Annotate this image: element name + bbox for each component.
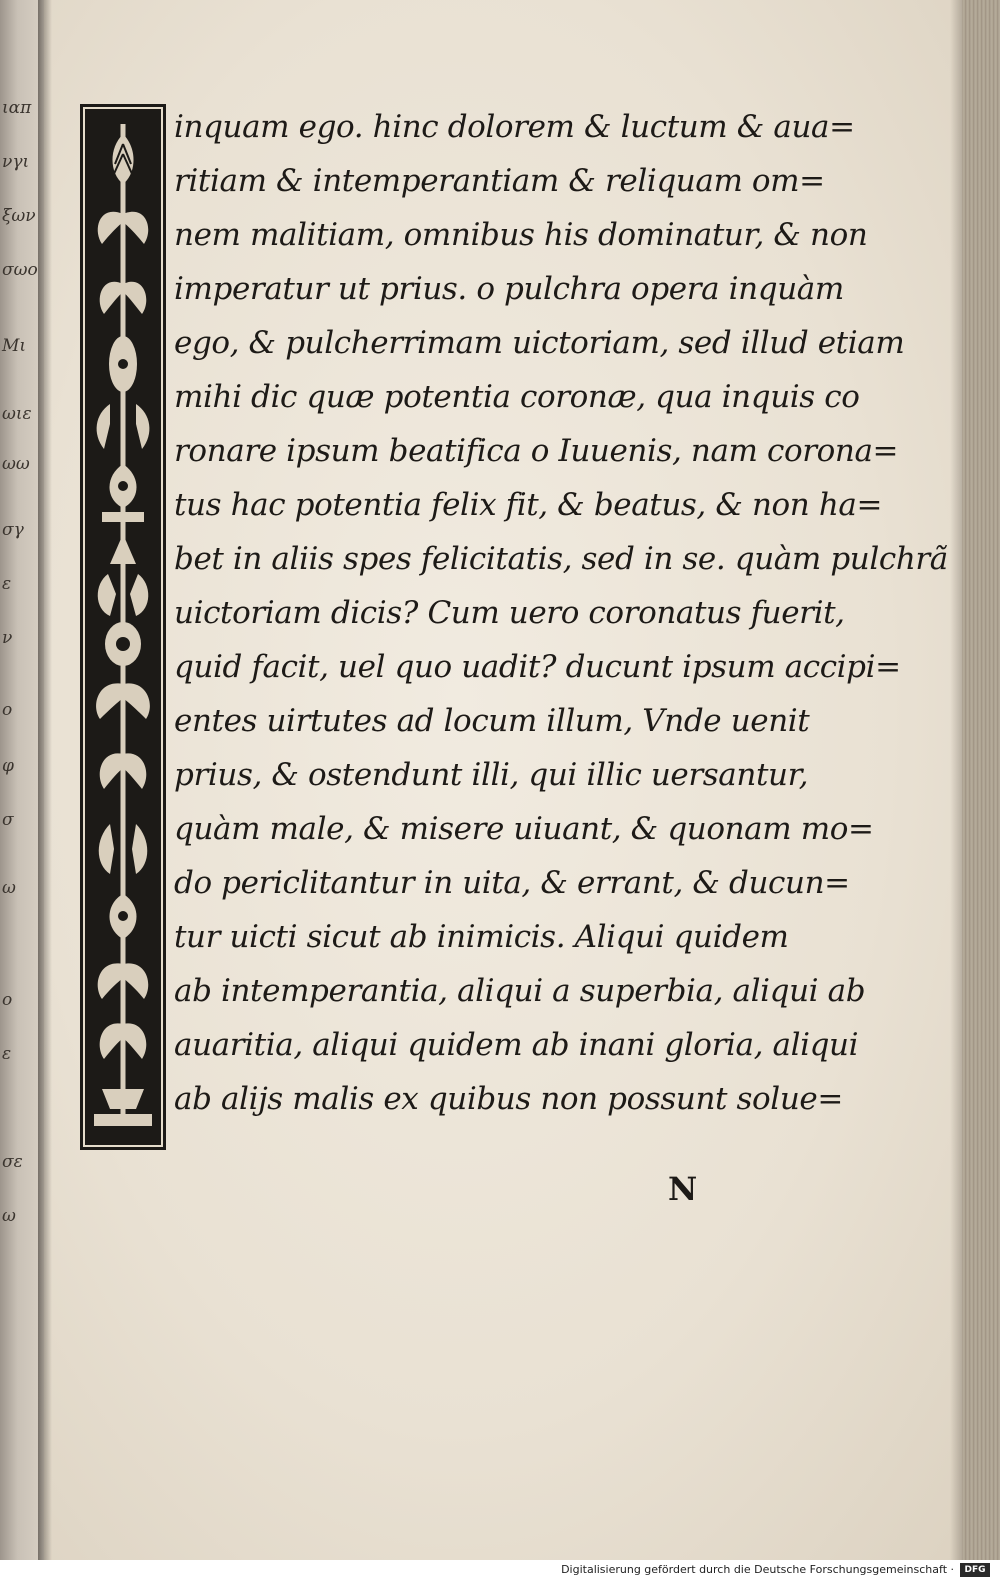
text-line: ego, & pulcherrimam uictoriam, sed illud etiam	[174, 325, 905, 361]
previous-page-fragment: ν	[2, 628, 13, 648]
text-line: ritiam & intemperantiam & reliquam om=	[174, 163, 825, 199]
text-line: ronare ipsum beatifica o Iuuenis, nam corona=	[174, 433, 899, 469]
previous-page-fragment: σωο	[2, 260, 38, 280]
text-line: quid facit, uel quo uadit? ducunt ipsum accipi=	[174, 649, 901, 685]
page-text-block	[174, 100, 948, 1126]
previous-page-fragment: ωιε	[2, 404, 32, 424]
previous-page-fragment: σε	[2, 1152, 23, 1172]
previous-page-fragment: ε	[2, 574, 12, 594]
previous-page-fragment: ο	[2, 990, 13, 1010]
previous-page-fragment: ο	[2, 700, 13, 720]
previous-page-fragment: ω	[2, 878, 16, 898]
text-line: auaritia, aliqui quidem ab inani gloria, aliqui	[174, 1027, 859, 1063]
book-fore-edge	[962, 0, 1000, 1560]
text-line: tur uicti sicut ab inimicis. Aliqui quidem	[174, 919, 789, 955]
signature-mark: N	[668, 1170, 698, 1208]
text-line: entes uirtutes ad locum illum, Vnde uenit	[174, 703, 810, 739]
previous-page-fragment: ω	[2, 1206, 16, 1226]
book-page	[44, 0, 968, 1560]
text-line: ab alijs malis ex quibus non possunt solue=	[174, 1081, 843, 1117]
text-line: uictoriam dicis? Cum uero coronatus fuerit,	[174, 595, 845, 631]
text-line: bet in aliis spes felicitatis, sed in se. quàm pulchrã	[174, 541, 948, 577]
funding-credit: Digitalisierung gefördert durch die Deutsche Forschungsgemeinschaft ·	[561, 1563, 954, 1576]
previous-page-fragment: σ	[2, 810, 14, 830]
previous-page-fragment: ξων	[2, 206, 36, 226]
text-line: mihi dic quæ potentia coronæ, qua inquis co	[174, 379, 860, 415]
text-line: tus hac potentia felix fit, & beatus, & non ha=	[174, 487, 883, 523]
previous-page-fragment: ιαπ	[2, 98, 32, 118]
digitization-footer	[0, 1560, 1000, 1580]
text-line: quàm male, & misere uiuant, & quonam mo=	[174, 811, 874, 847]
text-line: imperatur ut prius. o pulchra opera inquàm	[174, 271, 844, 307]
previous-page-fragment: ε	[2, 1044, 12, 1064]
text-line: nem malitiam, omnibus his dominatur, & non	[174, 217, 868, 253]
dfg-logo-icon: DFG	[960, 1563, 990, 1577]
previous-page-fragment: ωω	[2, 454, 30, 474]
text-line: prius, & ostendunt illi, qui illic uersantur,	[174, 757, 809, 793]
text-line: do periclitantur in uita, & errant, & ducun=	[174, 865, 850, 901]
previous-page-fragment: Μι	[2, 336, 27, 356]
decorated-initial-border	[80, 104, 166, 1150]
previous-page-fragment: σγ	[2, 520, 24, 540]
previous-page-fragment: φ	[2, 756, 14, 776]
floral-ornament-icon	[80, 104, 166, 1150]
gutter-shadow	[38, 0, 52, 1560]
text-line: inquam ego. hinc dolorem & luctum & aua=	[174, 109, 855, 145]
text-line: ab intemperantia, aliqui a superbia, aliqui ab	[174, 973, 866, 1009]
previous-page-fragment: νγι	[2, 152, 30, 172]
